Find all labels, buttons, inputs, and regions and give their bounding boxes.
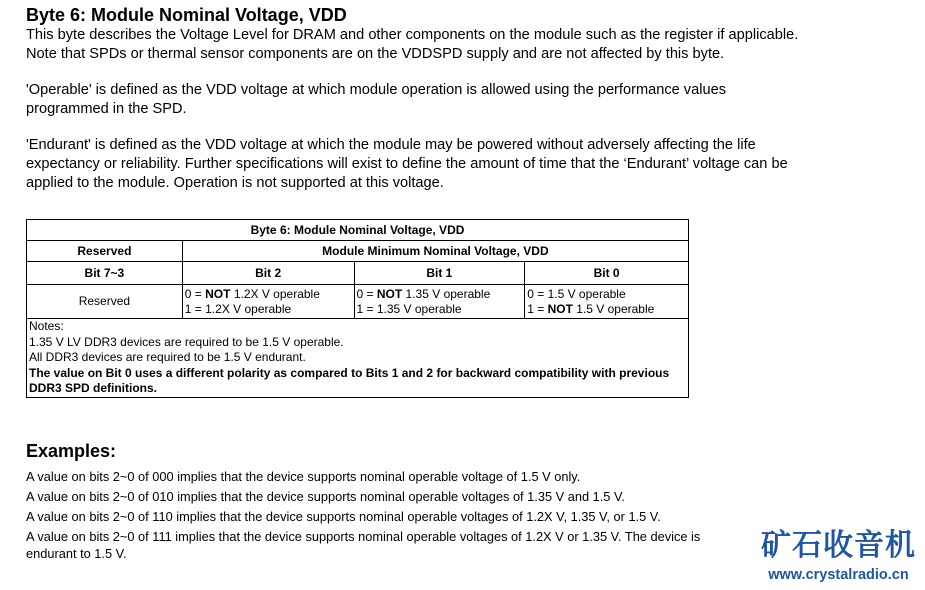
header-bit-0: Bit 0	[525, 262, 689, 285]
table-row	[27, 285, 689, 319]
cell-text-bold: NOT	[376, 286, 403, 301]
list-item: A value on bits 2~0 of 010 implies that the device supports nominal operable voltages of 1.35 V and 1.5 V.	[26, 489, 625, 504]
header-voltage-group: Module Minimum Nominal Voltage, VDD	[182, 241, 688, 262]
paragraph-description	[26, 26, 906, 63]
byte6-spec-table	[26, 219, 689, 398]
cell-bit-0	[525, 285, 689, 319]
header-bit-1: Bit 1	[354, 262, 525, 285]
watermark-logo	[756, 528, 921, 584]
paragraph-line: This byte describes the Voltage Level for DRAM and other components on the module such as the register if applicable.	[26, 27, 799, 43]
watermark-url: www.crystalradio.cn	[768, 567, 909, 583]
list-item-line: endurant to 1.5 V.	[26, 546, 127, 561]
cell-text-bold: NOT	[205, 286, 231, 301]
table-title-row	[27, 220, 689, 241]
paragraph-line: programmed in the SPD.	[26, 100, 187, 117]
cell-text: 0 = 1.5 V operable	[527, 286, 626, 301]
paragraph-line: expectancy or reliability. Further specifications will exist to define the amount of time that the ‘Endurant’ voltage can be	[26, 155, 788, 172]
table-notes-row	[27, 319, 689, 398]
examples-heading: Examples:	[26, 441, 117, 461]
notes-title: Notes:	[29, 319, 64, 333]
cell-bit-1	[354, 285, 525, 319]
paragraph-endurant	[26, 136, 906, 192]
header-bit-7-3: Bit 7~3	[27, 262, 183, 285]
note-item: 1.35 V LV DDR3 devices are required to be 1.5 V operable.	[29, 334, 344, 349]
cell-bit-2	[182, 285, 354, 319]
cell-text: 0 =	[184, 286, 206, 301]
header-bit-2: Bit 2	[182, 262, 354, 285]
list-item-line: A value on bits 2~0 of 111 implies that the device supports nominal operable voltages of 1.2X V or 1.35 V. The device is	[26, 529, 701, 544]
note-item: All DDR3 devices are required to be 1.5 V endurant.	[29, 350, 306, 364]
cell-text: 1.35 V operable	[402, 286, 491, 301]
watermark-title: 矿石收音机	[761, 528, 916, 563]
cell-text: 1 = 1.35 V operable	[356, 301, 462, 316]
table-title: Byte 6: Module Nominal Voltage, VDD	[27, 220, 689, 241]
list-item: A value on bits 2~0 of 110 implies that the device supports nominal operable voltages of 1.2X V, 1.35 V, or 1.5 V.	[26, 509, 661, 524]
cell-reserved: Reserved	[27, 285, 183, 319]
note-item-bold: DDR3 SPD definitions.	[29, 381, 158, 395]
table-header-row	[27, 241, 689, 262]
cell-text: 1 = 1.2X V operable	[184, 301, 292, 316]
table-notes	[27, 319, 689, 398]
cell-text: 1.5 V operable	[572, 301, 655, 316]
document-body	[26, 4, 906, 192]
cell-text-bold: NOT	[547, 301, 573, 316]
table-bits-row	[27, 262, 689, 285]
cell-text: 0 =	[356, 286, 377, 301]
cell-text: 1.2X V operable	[230, 286, 320, 301]
note-item-bold: The value on Bit 0 uses a different polarity as compared to Bits 1 and 2 for backward compatibility with previous	[29, 365, 670, 380]
paragraph-line: 'Operable' is defined as the VDD voltage at which module operation is allowed using the performance values	[26, 82, 726, 99]
cell-text: 1 =	[527, 301, 548, 316]
paragraph-line: 'Endurant' is defined as the VDD voltage at which the module may be powered without adversely affecting the life	[26, 137, 756, 154]
paragraph-operable	[26, 81, 906, 118]
page-title: Byte 6: Module Nominal Voltage, VDD	[26, 5, 347, 25]
paragraph-line: Note that SPDs or thermal sensor components are on the VDDSPD supply and are not affected by this byte.	[26, 45, 725, 62]
paragraph-line: applied to the module. Operation is not supported at this voltage.	[26, 174, 444, 191]
header-reserved: Reserved	[27, 241, 183, 262]
list-item: A value on bits 2~0 of 000 implies that the device supports nominal operable voltage of 1.5 V only.	[26, 469, 581, 484]
